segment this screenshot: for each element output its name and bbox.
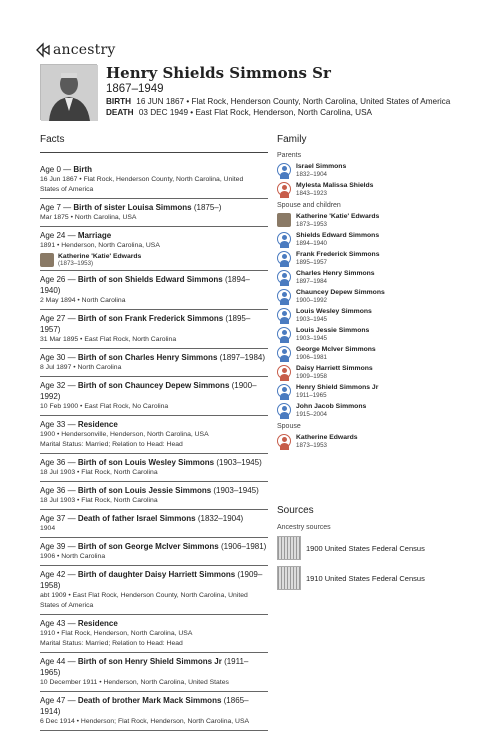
avatar-body bbox=[280, 260, 289, 267]
spouse-years: 1873–1953 bbox=[296, 221, 327, 228]
portrait-image bbox=[41, 65, 98, 121]
facts-section bbox=[40, 134, 268, 731]
fact-detail: 1891 • Henderson, North Carolina, USA bbox=[40, 242, 160, 249]
fact-item[interactable] bbox=[40, 349, 268, 377]
spouse-children-label: Spouse and children bbox=[277, 202, 341, 209]
birth-value: 16 JUN 1867 • Flat Rock, Henderson County, North Carolina, United States of America bbox=[136, 97, 451, 106]
family-title: Family bbox=[277, 134, 307, 145]
fact-event: Birth of son Louis Jessie Simmons bbox=[77, 486, 212, 495]
avatar-head bbox=[282, 235, 287, 240]
person-name: George McIver Simmons bbox=[296, 346, 376, 353]
fact-years: (1903–1945) bbox=[214, 458, 262, 467]
avatar-head bbox=[282, 406, 287, 411]
fact-years: (1894–1940) bbox=[40, 275, 250, 295]
fact-age: Age 36 — bbox=[40, 458, 78, 467]
fact-detail: 10 Feb 1900 • East Flat Rock, No Carolina bbox=[40, 403, 169, 410]
person-info bbox=[296, 163, 346, 179]
person-name: Louis Wesley Simmons bbox=[296, 308, 372, 315]
fact-person[interactable] bbox=[40, 253, 268, 267]
fact-item[interactable] bbox=[40, 538, 268, 566]
person-thumb bbox=[40, 253, 54, 267]
fact-event: Birth of son Henry Shield Simmons Jr bbox=[77, 657, 222, 666]
person-info bbox=[296, 365, 373, 381]
fact-detail: Marital Status: Married; Relation to Head: Head bbox=[40, 640, 183, 647]
fact-detail: 1900 • Hendersonville, Henderson, North Carolina, USA bbox=[40, 431, 209, 438]
person-info bbox=[296, 346, 376, 362]
fact-detail: 8 Jul 1897 • North Carolina bbox=[40, 364, 122, 371]
fact-event: Death of brother Mark Mack Simmons bbox=[77, 696, 222, 705]
fact-title bbox=[40, 230, 268, 241]
male-avatar-icon bbox=[277, 346, 291, 360]
person-name: Frank Frederick Simmons bbox=[296, 251, 380, 258]
fact-title bbox=[40, 695, 268, 717]
parents-label: Parents bbox=[277, 152, 302, 159]
parent-item[interactable] bbox=[277, 182, 477, 198]
male-avatar-icon bbox=[277, 308, 291, 322]
ancestry-logo[interactable] bbox=[36, 42, 116, 58]
person-years: 1832–1904 bbox=[296, 171, 327, 178]
male-avatar-icon bbox=[277, 251, 291, 265]
fact-detail: States of America bbox=[40, 602, 94, 609]
fact-title bbox=[40, 419, 268, 430]
fact-years: (1897–1984) bbox=[217, 353, 265, 362]
fact-detail: States of America bbox=[40, 186, 94, 193]
fact-age: Age 24 — bbox=[40, 231, 78, 240]
avatar-body bbox=[280, 172, 289, 179]
fact-age: Age 0 — bbox=[40, 165, 74, 174]
fact-detail: 31 Mar 1895 • East Flat Rock, North Carolina bbox=[40, 336, 177, 343]
avatar-head bbox=[282, 349, 287, 354]
fact-years: (1903–1945) bbox=[211, 486, 259, 495]
fact-item[interactable] bbox=[40, 227, 268, 271]
fact-detail: 18 Jul 1903 • Flat Rock, North Carolina bbox=[40, 469, 158, 476]
person-name: Henry Shields Simmons Sr bbox=[106, 64, 331, 82]
child-item[interactable] bbox=[277, 365, 477, 381]
person-photo bbox=[40, 64, 97, 120]
fact-event: Birth of son Chauncey Depew Simmons bbox=[77, 381, 230, 390]
fact-age: Age 37 — bbox=[40, 514, 78, 523]
fact-event: Birth of son Shields Edward Simmons bbox=[77, 275, 223, 284]
person-years: 1867–1949 bbox=[106, 83, 164, 95]
avatar-body bbox=[280, 191, 289, 198]
spouse-item[interactable] bbox=[277, 213, 477, 229]
fact-age: Age 32 — bbox=[40, 381, 78, 390]
facts-title: Facts bbox=[40, 134, 268, 153]
male-avatar-icon bbox=[277, 289, 291, 303]
fact-title bbox=[40, 656, 268, 678]
fact-years: (1909–1958) bbox=[40, 570, 263, 590]
fact-detail: 18 Jul 1903 • Flat Rock, North Carolina bbox=[40, 497, 158, 504]
avatar-body bbox=[280, 336, 289, 343]
person-info bbox=[296, 327, 369, 343]
male-avatar-icon bbox=[277, 163, 291, 177]
fact-age: Age 43 — bbox=[40, 619, 78, 628]
fact-title bbox=[40, 457, 268, 468]
fact-age: Age 44 — bbox=[40, 657, 78, 666]
fact-age: Age 36 — bbox=[40, 486, 78, 495]
person-info bbox=[296, 251, 379, 267]
avatar-body bbox=[280, 317, 289, 324]
spouse2-name: Katherine Edwards bbox=[296, 434, 358, 441]
fact-title bbox=[40, 202, 268, 213]
person-info bbox=[296, 270, 375, 286]
avatar-body bbox=[280, 241, 289, 248]
children-list bbox=[277, 232, 477, 419]
fact-event: Marriage bbox=[77, 231, 112, 240]
fact-item[interactable] bbox=[40, 199, 268, 227]
ancestry-sources-label: Ancestry sources bbox=[277, 524, 331, 531]
fact-detail: abt 1909 • East Flat Rock, Henderson County, North Carolina, United bbox=[40, 592, 248, 599]
avatar-body bbox=[280, 412, 289, 419]
person-name: Charles Henry Simmons bbox=[296, 270, 375, 277]
fact-item[interactable] bbox=[40, 271, 268, 310]
avatar-head bbox=[282, 387, 287, 392]
fact-event: Birth of sister Louisa Simmons bbox=[73, 203, 192, 212]
sources-title: Sources bbox=[277, 505, 314, 516]
family-section bbox=[277, 134, 477, 453]
avatar-head bbox=[282, 273, 287, 278]
person-name: Louis Jessie Simmons bbox=[296, 327, 370, 334]
death-label: DEATH bbox=[106, 108, 134, 117]
avatar-head bbox=[282, 166, 287, 171]
parents-list bbox=[277, 163, 477, 198]
fact-person-info bbox=[58, 253, 141, 267]
fact-detail: Mar 1875 • North Carolina, USA bbox=[40, 214, 137, 221]
fact-item[interactable] bbox=[40, 454, 268, 482]
female-avatar-icon bbox=[277, 434, 291, 448]
person-years: 1903–1945 bbox=[296, 335, 327, 342]
male-avatar-icon bbox=[277, 384, 291, 398]
fact-item[interactable] bbox=[40, 566, 268, 615]
spouse-photo bbox=[277, 213, 291, 227]
male-avatar-icon bbox=[277, 270, 291, 284]
fact-event: Residence bbox=[77, 619, 118, 628]
fact-title bbox=[40, 274, 268, 296]
avatar-head bbox=[282, 254, 287, 259]
child-item[interactable] bbox=[277, 251, 477, 267]
spouse2-years: 1873–1953 bbox=[296, 442, 327, 449]
person-name: Mylesta Malissa Shields bbox=[296, 182, 374, 189]
person-years: 1895–1957 bbox=[296, 259, 327, 266]
fact-item[interactable] bbox=[40, 310, 268, 349]
birth-line bbox=[106, 97, 450, 106]
person-years: 1906–1981 bbox=[296, 354, 327, 361]
source-item[interactable] bbox=[277, 565, 477, 591]
sources-list bbox=[277, 535, 477, 591]
fact-event: Birth of son Frank Frederick Simmons bbox=[77, 314, 224, 323]
avatar-head bbox=[282, 292, 287, 297]
source-label: 1900 United States Federal Census bbox=[306, 543, 425, 553]
source-item[interactable] bbox=[277, 535, 477, 561]
avatar-body bbox=[280, 374, 289, 381]
fact-item[interactable] bbox=[40, 653, 268, 692]
child-item[interactable] bbox=[277, 308, 477, 324]
fact-detail: 1910 • Flat Rock, Henderson, North Carolina, USA bbox=[40, 630, 193, 637]
fact-event: Residence bbox=[77, 420, 118, 429]
avatar-head bbox=[282, 185, 287, 190]
fact-item[interactable] bbox=[40, 377, 268, 416]
fact-person-years: (1873–1953) bbox=[58, 260, 94, 267]
fact-title bbox=[40, 380, 268, 402]
child-item[interactable] bbox=[277, 232, 477, 248]
death-value: 03 DEC 1949 • East Flat Rock, Henderson, North Carolina, USA bbox=[138, 108, 373, 117]
fact-title bbox=[40, 352, 268, 363]
fact-item[interactable] bbox=[40, 615, 268, 653]
fact-detail: 6 Dec 1914 • Henderson; Flat Rock, Henderson, North Carolina, USA bbox=[40, 718, 250, 725]
child-item[interactable] bbox=[277, 403, 477, 419]
person-years: 1843–1923 bbox=[296, 190, 327, 197]
person-name: John Jacob Simmons bbox=[296, 403, 367, 410]
avatar-body bbox=[280, 355, 289, 362]
female-avatar-icon bbox=[277, 182, 291, 196]
fact-item[interactable] bbox=[40, 510, 268, 538]
person-years: 1903–1945 bbox=[296, 316, 327, 323]
person-years: 1894–1940 bbox=[296, 240, 327, 247]
logo-text: ancestry bbox=[53, 42, 116, 58]
person-years: 1900–1992 bbox=[296, 297, 327, 304]
fact-years: (1875–) bbox=[191, 203, 222, 212]
fact-years: (1895–1957) bbox=[40, 314, 251, 334]
male-avatar-icon bbox=[277, 232, 291, 246]
child-item[interactable] bbox=[277, 289, 477, 305]
avatar-body bbox=[280, 393, 289, 400]
fact-title bbox=[40, 569, 268, 591]
fact-age: Age 27 — bbox=[40, 314, 78, 323]
fact-event: Birth of son Charles Henry Simmons bbox=[77, 353, 218, 362]
person-name: Shields Edward Simmons bbox=[296, 232, 380, 239]
person-years: 1897–1984 bbox=[296, 278, 327, 285]
census-thumbnail bbox=[277, 566, 301, 590]
avatar-head bbox=[282, 311, 287, 316]
fact-event: Birth of son George McIver Simmons bbox=[77, 542, 219, 551]
fact-item[interactable] bbox=[40, 482, 268, 510]
avatar-head bbox=[282, 368, 287, 373]
person-name: Henry Shield Simmons Jr bbox=[296, 384, 379, 391]
person-info bbox=[296, 182, 373, 198]
facts-list bbox=[40, 161, 268, 731]
avatar-body bbox=[280, 279, 289, 286]
person-name: Daisy Harriett Simmons bbox=[296, 365, 373, 372]
person-info bbox=[296, 403, 366, 419]
person-name: Chauncey Depew Simmons bbox=[296, 289, 385, 296]
census-thumbnail bbox=[277, 536, 301, 560]
avatar-head bbox=[282, 330, 287, 335]
fact-age: Age 30 — bbox=[40, 353, 78, 362]
fact-age: Age 42 — bbox=[40, 570, 78, 579]
person-name: Israel Simmons bbox=[296, 163, 347, 170]
fact-item[interactable] bbox=[40, 692, 268, 731]
male-avatar-icon bbox=[277, 403, 291, 417]
fact-years: (1911–1965) bbox=[40, 657, 249, 677]
child-item[interactable] bbox=[277, 270, 477, 286]
spouse2-item[interactable] bbox=[277, 434, 477, 450]
parent-item[interactable] bbox=[277, 163, 477, 179]
fact-event: Death of father Israel Simmons bbox=[77, 514, 196, 523]
fact-age: Age 47 — bbox=[40, 696, 78, 705]
source-label: 1910 United States Federal Census bbox=[306, 573, 425, 583]
fact-title bbox=[40, 313, 268, 335]
child-item[interactable] bbox=[277, 346, 477, 362]
fact-age: Age 26 — bbox=[40, 275, 78, 284]
fact-title bbox=[40, 485, 268, 496]
fact-detail: 1904 bbox=[40, 525, 56, 532]
fact-event: Birth of daughter Daisy Harriett Simmons bbox=[77, 570, 236, 579]
fact-title bbox=[40, 513, 268, 524]
person-info bbox=[296, 384, 378, 400]
spouse-name: Katherine 'Katie' Edwards bbox=[296, 213, 380, 220]
fact-title bbox=[40, 164, 268, 175]
birth-label: BIRTH bbox=[106, 97, 132, 106]
fact-title bbox=[40, 541, 268, 552]
fact-years: (1900–1992) bbox=[40, 381, 257, 401]
person-years: 1909–1958 bbox=[296, 373, 327, 380]
female-avatar-icon bbox=[277, 365, 291, 379]
person-header bbox=[40, 64, 480, 120]
person-info bbox=[296, 232, 379, 248]
person-years: 1915–2004 bbox=[296, 411, 327, 418]
fact-detail: 1906 • North Carolina bbox=[40, 553, 106, 560]
fact-detail: Marital Status: Married; Relation to Head: Head bbox=[40, 441, 183, 448]
fact-person-name: Katherine 'Katie' Edwards bbox=[58, 253, 142, 260]
ancestry-leaf-icon bbox=[36, 43, 50, 57]
person-years: 1911–1965 bbox=[296, 392, 327, 399]
fact-item[interactable] bbox=[40, 416, 268, 454]
fact-item[interactable] bbox=[40, 161, 268, 199]
fact-years: (1865–1914) bbox=[40, 696, 249, 716]
fact-years: (1832–1904) bbox=[195, 514, 244, 523]
avatar-body bbox=[280, 298, 289, 305]
fact-detail: 10 December 1911 • Henderson, North Carolina, United States bbox=[40, 679, 229, 686]
fact-event: Birth of son Louis Wesley Simmons bbox=[77, 458, 215, 467]
child-item[interactable] bbox=[277, 327, 477, 343]
fact-title bbox=[40, 618, 268, 629]
fact-detail: 2 May 1894 • North Carolina bbox=[40, 297, 126, 304]
fact-event: Birth bbox=[73, 165, 93, 174]
spouse-label: Spouse bbox=[277, 423, 301, 430]
fact-detail: 16 Jun 1867 • Flat Rock, Henderson County, North Carolina, United bbox=[40, 176, 244, 183]
sources-section bbox=[277, 505, 477, 595]
fact-age: Age 33 — bbox=[40, 420, 78, 429]
person-info bbox=[296, 308, 372, 324]
death-line bbox=[106, 108, 372, 117]
fact-years: (1906–1981) bbox=[218, 542, 267, 551]
fact-age: Age 7 — bbox=[40, 203, 74, 212]
child-item[interactable] bbox=[277, 384, 477, 400]
person-info bbox=[296, 289, 385, 305]
fact-age: Age 39 — bbox=[40, 542, 78, 551]
male-avatar-icon bbox=[277, 327, 291, 341]
